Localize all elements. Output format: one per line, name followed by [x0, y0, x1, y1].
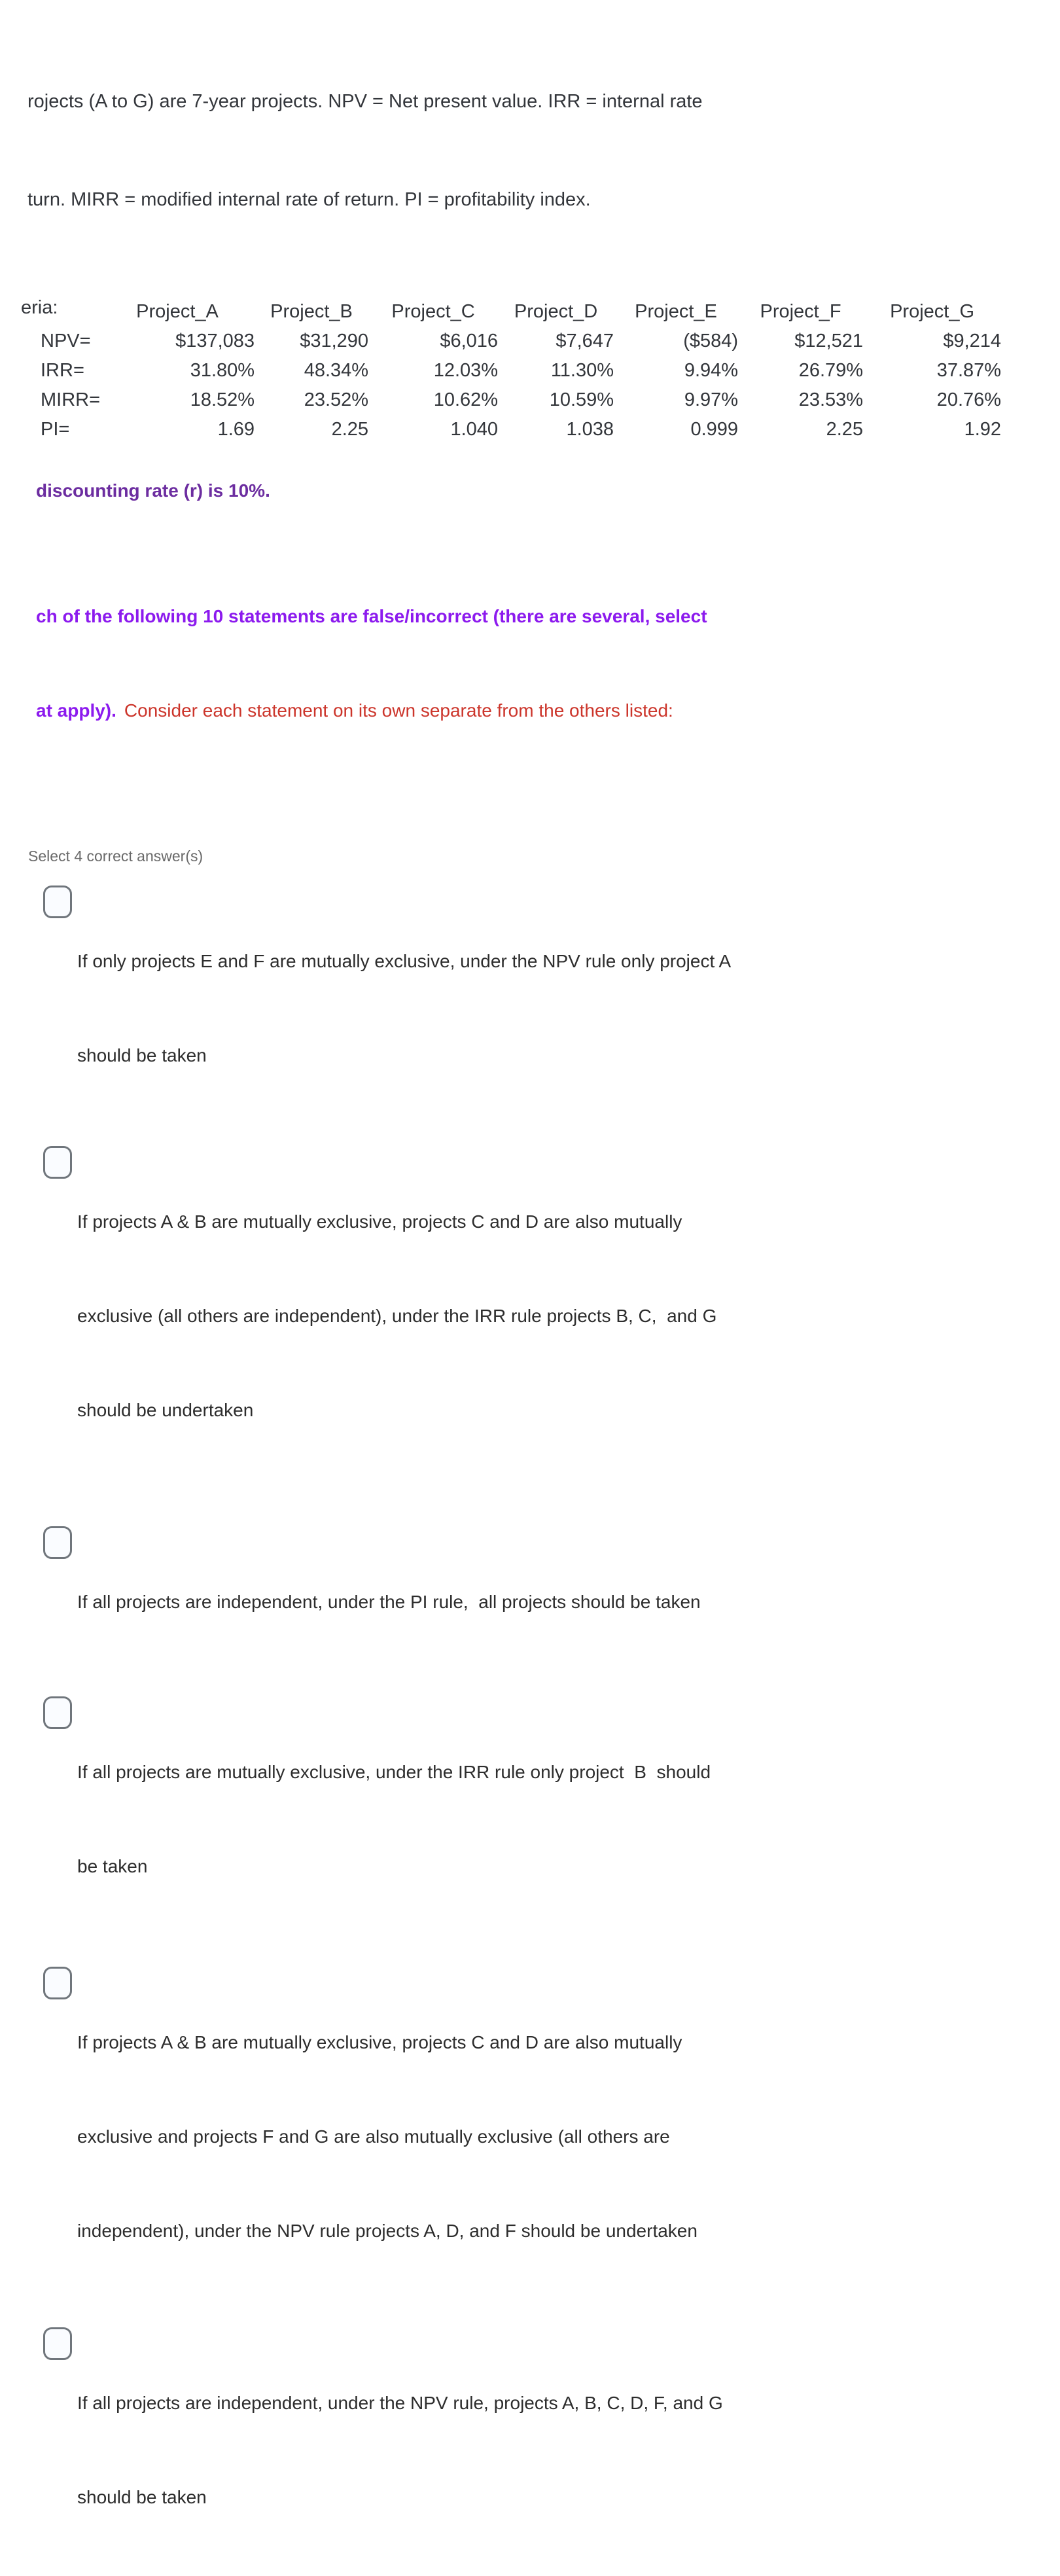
table-cell: 2.25	[826, 419, 864, 440]
answer-option-3	[0, 1524, 1060, 1681]
table-cell: 9.97%	[684, 389, 739, 410]
checkbox-unchecked[interactable]	[43, 885, 72, 918]
question-text	[36, 538, 1060, 758]
table-cell: 11.30%	[550, 360, 614, 381]
table-cell: 20.76%	[936, 389, 1002, 410]
table-cell: 37.87%	[936, 360, 1002, 381]
column-header: Project_G	[890, 301, 975, 322]
checkbox-unchecked[interactable]	[43, 1146, 72, 1179]
table-cell: 23.52%	[304, 389, 369, 410]
table-cell: 1.038	[566, 419, 614, 440]
table-cell: $9,214	[943, 331, 1002, 351]
table-cell: 23.53%	[798, 389, 864, 410]
intro-text-line-2: turn. MIRR = modified internal rate of return. PI = profitability index.	[27, 189, 591, 210]
row-label: MIRR=	[41, 389, 101, 410]
intro-text-line-1: rojects (A to G) are 7-year projects. NPV = Net present value. IRR = internal rate	[27, 91, 703, 112]
table-header-row	[34, 297, 1001, 327]
discount-rate-note: discounting rate (r) is 10%.	[36, 480, 270, 501]
question-text-line-2	[36, 695, 1060, 726]
table-cell: 31.80%	[190, 360, 255, 381]
table-cell: $137,083	[175, 331, 255, 351]
answer-option-1	[0, 883, 1060, 1134]
checkbox-unchecked[interactable]	[43, 2327, 72, 2360]
table-cell: 0.999	[690, 419, 739, 440]
column-header: Project_B	[270, 301, 353, 322]
table-row	[34, 327, 1001, 356]
criteria-section	[0, 297, 1060, 444]
answer-options-list	[0, 883, 1060, 2576]
option-text-line: exclusive (all others are independent), under the IRR rule projects B, C, and G	[77, 1306, 717, 1326]
answer-option-4	[0, 1694, 1060, 1945]
table-cell: $6,016	[440, 331, 499, 351]
column-header: Project_E	[635, 301, 717, 322]
answer-option-label[interactable]	[77, 1524, 701, 1681]
column-header: Project_A	[136, 301, 219, 322]
question-text-line-1: ch of the following 10 statements are false/incorrect (there are several, select	[36, 606, 707, 626]
answer-option-label[interactable]	[77, 1143, 716, 1489]
option-text-line: If only projects E and F are mutually exclusive, under the NPV rule only project A	[77, 951, 732, 971]
table-cell: 26.79%	[798, 360, 864, 381]
select-count-hint: Select 4 correct answer(s)	[28, 848, 203, 865]
row-label: IRR=	[41, 360, 84, 381]
option-text-line: exclusive and projects F and G are also mutually exclusive (all others are	[77, 2126, 670, 2147]
column-header: Project_D	[514, 301, 598, 322]
checkbox-unchecked[interactable]	[43, 1526, 72, 1559]
table-cell: 2.25	[331, 419, 369, 440]
answer-option-2	[0, 1143, 1060, 1489]
option-text-line: If all projects are independent, under the PI rule, all projects should be taken	[77, 1592, 701, 1612]
table-cell: ($584)	[683, 331, 739, 351]
option-text-line: If projects A & B are mutually exclusive, projects C and D are also mutually	[77, 2032, 682, 2052]
table-cell: 10.62%	[433, 389, 499, 410]
table-cell: 12.03%	[433, 360, 499, 381]
table-row	[34, 385, 1001, 415]
answer-option-label[interactable]	[77, 1694, 711, 1945]
option-text-line: should be taken	[77, 2487, 207, 2507]
column-header: Project_C	[391, 301, 475, 322]
answer-option-label[interactable]	[77, 883, 731, 1134]
table-cell: 18.52%	[190, 389, 255, 410]
answer-option-5	[0, 1964, 1060, 2310]
option-text-line: If all projects are mutually exclusive, under the IRR rule only project B should	[77, 1762, 711, 1782]
question-red-part: Consider each statement on its own separate from the others listed:	[124, 700, 673, 721]
table-row	[34, 415, 1001, 444]
answer-option-label[interactable]	[77, 1964, 698, 2310]
table-cell: 10.59%	[549, 389, 614, 410]
checkbox-unchecked[interactable]	[43, 1696, 72, 1729]
table-cell: 1.040	[450, 419, 499, 440]
criteria-label: eria:	[21, 297, 58, 318]
intro-paragraph	[27, 20, 1060, 249]
table-row	[34, 356, 1001, 385]
table-cell: 1.69	[217, 419, 255, 440]
answer-option-6	[0, 2325, 1060, 2576]
option-text-line: If projects A & B are mutually exclusive, projects C and D are also mutually	[77, 1211, 682, 1232]
table-cell: $7,647	[556, 331, 614, 351]
table-cell: $31,290	[300, 331, 369, 351]
projects-table	[34, 297, 1001, 444]
table-cell: 48.34%	[304, 360, 369, 381]
option-text-line: be taken	[77, 1856, 148, 1876]
row-label: NPV=	[41, 331, 91, 351]
table-cell: 1.92	[964, 419, 1002, 440]
column-header: Project_F	[760, 301, 841, 322]
table-cell: 9.94%	[684, 360, 739, 381]
table-cell: $12,521	[794, 331, 864, 351]
option-text-line: should be undertaken	[77, 1400, 254, 1420]
option-text-line: should be taken	[77, 1045, 207, 1065]
option-text-line: independent), under the NPV rule projects A, D, and F should be undertaken	[77, 2221, 698, 2241]
checkbox-unchecked[interactable]	[43, 1967, 72, 1999]
option-text-line: If all projects are independent, under the NPV rule, projects A, B, C, D, F, and G	[77, 2393, 723, 2413]
row-label: PI=	[41, 419, 70, 440]
question-purple-part: at apply).	[36, 700, 116, 721]
answer-option-label[interactable]	[77, 2325, 723, 2576]
